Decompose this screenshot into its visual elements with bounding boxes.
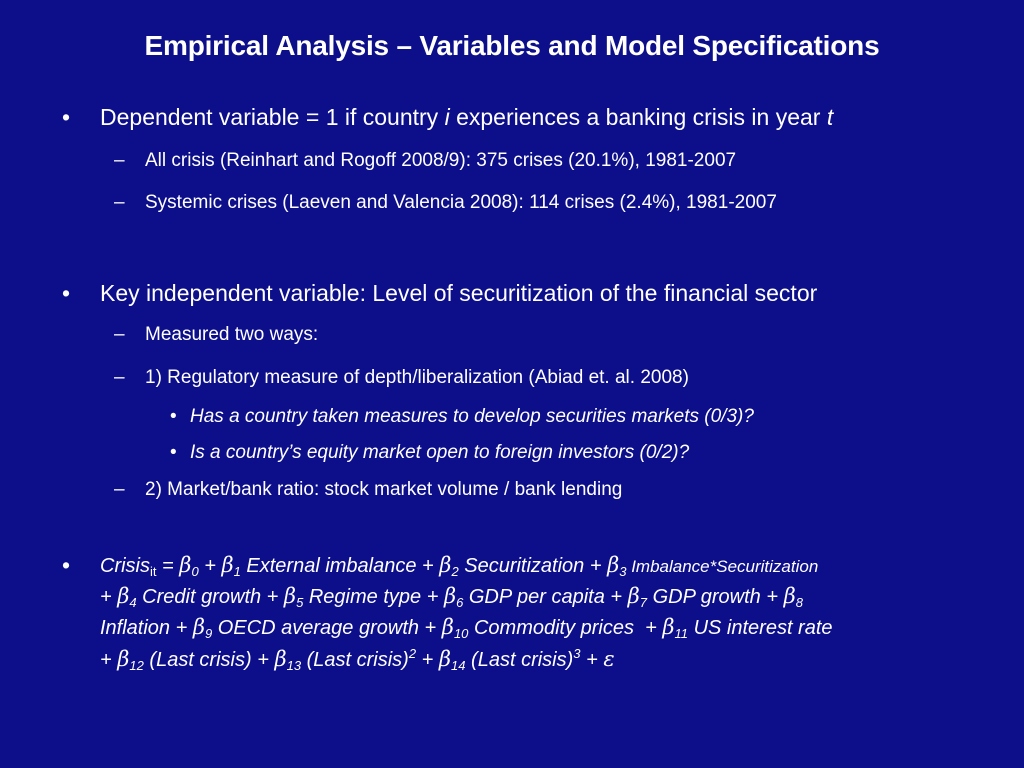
systemic-crisis-text: Systemic crises (Laeven and Valencia 2008): 114 crises (2.4%), 1981-2007 xyxy=(145,192,777,213)
dash: – xyxy=(114,324,125,345)
dash: – xyxy=(114,367,125,388)
dash: – xyxy=(114,479,125,500)
equity-market-question: Is a country’s equity market open to foreign investors (0/2)? xyxy=(190,442,690,463)
dependent-variable-text: Dependent variable = 1 if country i experiences a banking crisis in year t xyxy=(100,104,834,130)
measured-two-ways-text: Measured two ways: xyxy=(145,324,319,345)
bullet: • xyxy=(62,280,71,306)
all-crisis-text: All crisis (Reinhart and Rogoff 2008/9): 375 crises (20.1%), 1981-2007 xyxy=(145,150,737,171)
slide-title: Empirical Analysis – Variables and Model Specifications xyxy=(144,30,880,61)
equation-line-4: + $\beta_{12}$ (Last crisis) + $\beta_{13}$ (Last crisis)$^2$ + $\beta_{14}$ (Last crisis)$^3$ + ε xyxy=(100,646,615,673)
equation-line-2: + $\beta_4$ Credit growth + $\beta_5$ Regime type + $\beta_6$ GDP per capita + $\beta_7$ GDP growth + $\beta_8$ xyxy=(100,584,803,610)
bullet: • xyxy=(170,442,177,463)
bullet: • xyxy=(62,552,71,578)
bullet: • xyxy=(62,104,71,130)
equation-line-3: Inflation + $\beta_9$ OECD average growth + $\beta_{10}$ Commodity prices + $\beta_{11}$ US interest rate xyxy=(100,615,833,641)
bullet: • xyxy=(170,406,177,427)
securities-markets-question: Has a country taken measures to develop securities markets (0/3)? xyxy=(190,406,754,427)
dash: – xyxy=(114,150,125,171)
independent-variable-text: Key independent variable: Level of securitization of the financial sector xyxy=(100,280,818,306)
regulatory-measure-text: 1) Regulatory measure of depth/liberalization (Abiad et. al. 2008) xyxy=(145,367,689,388)
equation-line-1: Crisis$_{it}$ = $\beta_0 + \beta_1$ External imbalance + $\beta_2$ Securitization + $\beta_3$ Imbalance*Securitization xyxy=(100,553,819,579)
market-bank-ratio-text: 2) Market/bank ratio: stock market volume / bank lending xyxy=(145,479,623,500)
dash: – xyxy=(114,192,125,213)
